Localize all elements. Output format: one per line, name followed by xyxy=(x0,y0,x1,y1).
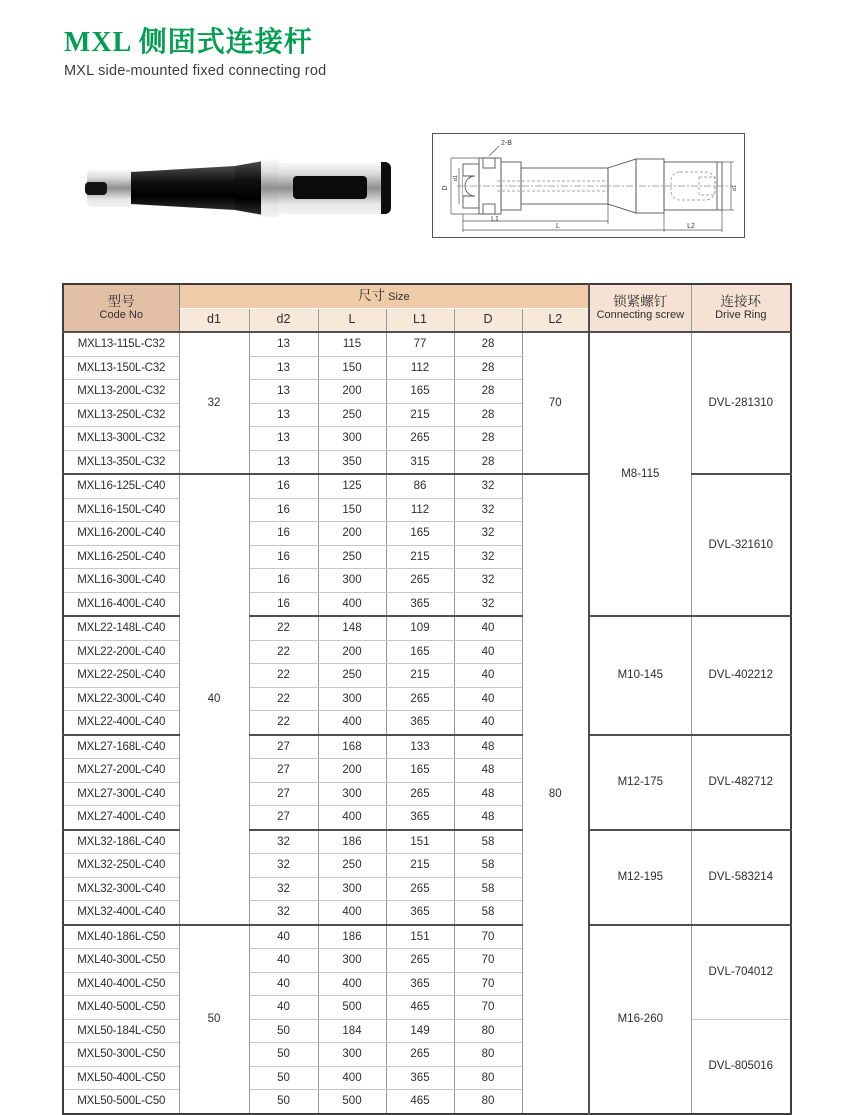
l1-cell: 112 xyxy=(386,356,454,380)
d2-cell: 27 xyxy=(249,782,318,806)
d2-cell: 16 xyxy=(249,522,318,546)
l1-cell: 265 xyxy=(386,1043,454,1067)
d2-cell: 16 xyxy=(249,498,318,522)
code-no-cell: MXL27-168L-C40 xyxy=(63,735,179,759)
code-no-cell: MXL16-300L-C40 xyxy=(63,569,179,593)
drive-ring-cell: DVL-805016 xyxy=(691,1019,791,1114)
l-cell: 400 xyxy=(318,972,386,996)
spec-table xyxy=(62,283,792,1115)
l1-cell: 365 xyxy=(386,711,454,735)
code-no-cell: MXL16-200L-C40 xyxy=(63,522,179,546)
l-cell: 300 xyxy=(318,877,386,901)
d2-cell: 16 xyxy=(249,569,318,593)
d-cell: 32 xyxy=(454,522,522,546)
spec-table-body xyxy=(63,332,791,1114)
d2-cell: 13 xyxy=(249,427,318,451)
d-cell: 28 xyxy=(454,332,522,356)
d-cell: 48 xyxy=(454,759,522,783)
l-cell: 400 xyxy=(318,806,386,830)
connecting-screw-cell: M16-260 xyxy=(589,925,691,1114)
code-no-cell: MXL22-148L-C40 xyxy=(63,616,179,640)
d-cell: 80 xyxy=(454,1066,522,1090)
d2-cell: 16 xyxy=(249,545,318,569)
rod-body xyxy=(131,161,263,215)
header-l1: L1 xyxy=(386,308,454,332)
l1-cell: 86 xyxy=(386,474,454,498)
d-cell: 40 xyxy=(454,664,522,688)
d-cell: 48 xyxy=(454,735,522,759)
header-size xyxy=(179,284,589,308)
l1-cell: 365 xyxy=(386,972,454,996)
l1-cell: 365 xyxy=(386,592,454,616)
l1-cell: 112 xyxy=(386,498,454,522)
code-no-cell: MXL13-150L-C32 xyxy=(63,356,179,380)
l-cell: 400 xyxy=(318,711,386,735)
d2-cell: 22 xyxy=(249,640,318,664)
l1-cell: 365 xyxy=(386,1066,454,1090)
l1-cell: 265 xyxy=(386,877,454,901)
code-no-cell: MXL13-200L-C32 xyxy=(63,380,179,404)
header-d1: d1 xyxy=(179,308,249,332)
d2-cell: 32 xyxy=(249,877,318,901)
header-code-cn: 型号 xyxy=(107,293,135,309)
l1-cell: 215 xyxy=(386,854,454,878)
header-l: L xyxy=(318,308,386,332)
header-ring-en: Drive Ring xyxy=(715,308,767,321)
l1-cell: 149 xyxy=(386,1019,454,1043)
d2-cell: 50 xyxy=(249,1043,318,1067)
l2-cell: 70 xyxy=(522,332,589,474)
header-size-cn: 尺寸 xyxy=(357,287,385,303)
l1-cell: 265 xyxy=(386,687,454,711)
d2-cell: 50 xyxy=(249,1090,318,1114)
d-cell: 32 xyxy=(454,474,522,498)
l1-cell: 265 xyxy=(386,427,454,451)
dim-l1-label: L1 xyxy=(491,216,499,223)
l-cell: 200 xyxy=(318,522,386,546)
header-screw-en: Connecting screw xyxy=(596,308,685,321)
code-no-cell: MXL13-350L-C32 xyxy=(63,450,179,474)
dim-d1-right-label: d1 xyxy=(732,184,738,192)
d2-cell: 27 xyxy=(249,806,318,830)
l-cell: 125 xyxy=(318,474,386,498)
l-cell: 400 xyxy=(318,592,386,616)
technical-drawing xyxy=(432,133,745,238)
d2-cell: 16 xyxy=(249,592,318,616)
l1-cell: 165 xyxy=(386,759,454,783)
l1-cell: 265 xyxy=(386,949,454,973)
d-cell: 28 xyxy=(454,427,522,451)
code-no-cell: MXL13-115L-C32 xyxy=(63,332,179,356)
header-screw-cn: 锁紧螺钉 xyxy=(613,293,668,309)
l2-cell: 80 xyxy=(522,474,589,1114)
d-cell: 32 xyxy=(454,569,522,593)
l1-cell: 151 xyxy=(386,925,454,949)
code-no-cell: MXL50-400L-C50 xyxy=(63,1066,179,1090)
d2-cell: 22 xyxy=(249,616,318,640)
d1-cell: 40 xyxy=(179,474,249,925)
l1-cell: 265 xyxy=(386,569,454,593)
l-cell: 184 xyxy=(318,1019,386,1043)
d-cell: 80 xyxy=(454,1043,522,1067)
l1-cell: 109 xyxy=(386,616,454,640)
d2-cell: 13 xyxy=(249,332,318,356)
code-no-cell: MXL16-250L-C40 xyxy=(63,545,179,569)
header-row-1 xyxy=(63,284,791,308)
table-row xyxy=(63,735,791,759)
l-cell: 300 xyxy=(318,949,386,973)
code-no-cell: MXL22-300L-C40 xyxy=(63,687,179,711)
d2-cell: 22 xyxy=(249,687,318,711)
code-no-cell: MXL27-400L-C40 xyxy=(63,806,179,830)
page-header xyxy=(64,28,326,79)
d2-cell: 40 xyxy=(249,925,318,949)
d1-cell: 50 xyxy=(179,925,249,1114)
technical-drawing-svg xyxy=(433,134,744,237)
table-row xyxy=(63,925,791,949)
header-d: D xyxy=(454,308,522,332)
d2-cell: 13 xyxy=(249,450,318,474)
header-d2: d2 xyxy=(249,308,318,332)
d-cell: 58 xyxy=(454,901,522,925)
l-cell: 250 xyxy=(318,664,386,688)
d1-cell: 32 xyxy=(179,332,249,474)
d2-cell: 27 xyxy=(249,735,318,759)
code-no-cell: MXL40-500L-C50 xyxy=(63,996,179,1020)
d-cell: 40 xyxy=(454,640,522,664)
l-cell: 200 xyxy=(318,759,386,783)
header-l2: L2 xyxy=(522,308,589,332)
l-cell: 250 xyxy=(318,403,386,427)
d-cell: 32 xyxy=(454,592,522,616)
l1-cell: 365 xyxy=(386,806,454,830)
d-cell: 28 xyxy=(454,356,522,380)
table-row xyxy=(63,616,791,640)
l-cell: 250 xyxy=(318,545,386,569)
code-no-cell: MXL16-400L-C40 xyxy=(63,592,179,616)
l1-cell: 165 xyxy=(386,522,454,546)
d-cell: 32 xyxy=(454,498,522,522)
l-cell: 400 xyxy=(318,1066,386,1090)
d-cell: 28 xyxy=(454,403,522,427)
d2-cell: 13 xyxy=(249,356,318,380)
table-row xyxy=(63,332,791,356)
d2-cell: 32 xyxy=(249,830,318,854)
page-title: MXL 侧固式连接杆 xyxy=(64,27,313,58)
l1-cell: 77 xyxy=(386,332,454,356)
connecting-screw-cell: M12-195 xyxy=(589,830,691,925)
d-cell: 32 xyxy=(454,545,522,569)
code-no-cell: MXL16-125L-C40 xyxy=(63,474,179,498)
l1-cell: 465 xyxy=(386,1090,454,1114)
code-no-cell: MXL32-400L-C40 xyxy=(63,901,179,925)
drive-ring-cell: DVL-482712 xyxy=(691,735,791,830)
drive-ring-cell: DVL-583214 xyxy=(691,830,791,925)
l-cell: 500 xyxy=(318,1090,386,1114)
l1-cell: 265 xyxy=(386,782,454,806)
connecting-screw-cell: M12-175 xyxy=(589,735,691,830)
d2-cell: 22 xyxy=(249,664,318,688)
l-cell: 186 xyxy=(318,830,386,854)
code-no-cell: MXL40-400L-C50 xyxy=(63,972,179,996)
connecting-screw-cell: M10-145 xyxy=(589,616,691,735)
d-cell: 48 xyxy=(454,806,522,830)
d2-cell: 16 xyxy=(249,474,318,498)
d-cell: 70 xyxy=(454,996,522,1020)
dim-d-label: D xyxy=(442,185,449,191)
l-cell: 300 xyxy=(318,1043,386,1067)
code-no-cell: MXL22-200L-C40 xyxy=(63,640,179,664)
d2-cell: 32 xyxy=(249,854,318,878)
l-cell: 186 xyxy=(318,925,386,949)
l-cell: 400 xyxy=(318,901,386,925)
l1-cell: 165 xyxy=(386,380,454,404)
d2-cell: 13 xyxy=(249,403,318,427)
d-cell: 28 xyxy=(454,380,522,404)
d2-cell: 22 xyxy=(249,711,318,735)
code-no-cell: MXL27-300L-C40 xyxy=(63,782,179,806)
d-cell: 58 xyxy=(454,830,522,854)
code-no-cell: MXL40-186L-C50 xyxy=(63,925,179,949)
l-cell: 148 xyxy=(318,616,386,640)
l-cell: 150 xyxy=(318,356,386,380)
l1-cell: 465 xyxy=(386,996,454,1020)
l-cell: 300 xyxy=(318,569,386,593)
rod-shank xyxy=(278,162,391,214)
connecting-screw-cell: M8-115 xyxy=(589,332,691,616)
header-connecting-screw xyxy=(589,284,691,332)
product-photo xyxy=(85,152,395,224)
d-cell: 48 xyxy=(454,782,522,806)
l-cell: 500 xyxy=(318,996,386,1020)
flag-label: 2-B xyxy=(501,140,512,147)
code-no-cell: MXL13-300L-C32 xyxy=(63,427,179,451)
d-cell: 70 xyxy=(454,949,522,973)
l-cell: 350 xyxy=(318,450,386,474)
l-cell: 200 xyxy=(318,640,386,664)
dim-l2-label: L2 xyxy=(687,223,695,230)
header-size-en: Size xyxy=(388,290,410,303)
d-cell: 70 xyxy=(454,972,522,996)
code-no-cell: MXL13-250L-C32 xyxy=(63,403,179,427)
header-code-en: Code No xyxy=(99,308,143,321)
code-no-cell: MXL50-500L-C50 xyxy=(63,1090,179,1114)
header-code-no xyxy=(63,284,179,332)
code-no-cell: MXL32-300L-C40 xyxy=(63,877,179,901)
d2-cell: 50 xyxy=(249,1019,318,1043)
code-no-cell: MXL32-186L-C40 xyxy=(63,830,179,854)
d2-cell: 32 xyxy=(249,901,318,925)
l-cell: 300 xyxy=(318,782,386,806)
code-no-cell: MXL22-400L-C40 xyxy=(63,711,179,735)
l1-cell: 215 xyxy=(386,664,454,688)
d2-cell: 13 xyxy=(249,380,318,404)
d2-cell: 40 xyxy=(249,996,318,1020)
l-cell: 250 xyxy=(318,854,386,878)
d2-cell: 40 xyxy=(249,972,318,996)
code-no-cell: MXL50-184L-C50 xyxy=(63,1019,179,1043)
table-row xyxy=(63,830,791,854)
d-cell: 40 xyxy=(454,616,522,640)
code-no-cell: MXL16-150L-C40 xyxy=(63,498,179,522)
l-cell: 300 xyxy=(318,687,386,711)
d2-cell: 40 xyxy=(249,949,318,973)
page-subtitle: MXL side-mounted fixed connecting rod xyxy=(64,62,327,79)
d-cell: 58 xyxy=(454,877,522,901)
l1-cell: 133 xyxy=(386,735,454,759)
d-cell: 70 xyxy=(454,925,522,949)
code-no-cell: MXL27-200L-C40 xyxy=(63,759,179,783)
drive-ring-cell: DVL-704012 xyxy=(691,925,791,1020)
l1-cell: 365 xyxy=(386,901,454,925)
d-cell: 40 xyxy=(454,687,522,711)
code-no-cell: MXL32-250L-C40 xyxy=(63,854,179,878)
header-drive-ring xyxy=(691,284,791,332)
code-no-cell: MXL40-300L-C50 xyxy=(63,949,179,973)
code-no-cell: MXL22-250L-C40 xyxy=(63,664,179,688)
d-cell: 80 xyxy=(454,1019,522,1043)
d-cell: 28 xyxy=(454,450,522,474)
d-cell: 40 xyxy=(454,711,522,735)
dim-l-label: L xyxy=(556,223,560,230)
l-cell: 168 xyxy=(318,735,386,759)
l1-cell: 215 xyxy=(386,403,454,427)
l-cell: 300 xyxy=(318,427,386,451)
dim-d1-left-label: d1 xyxy=(453,174,459,182)
drive-ring-cell: DVL-402212 xyxy=(691,616,791,735)
l1-cell: 315 xyxy=(386,450,454,474)
code-no-cell: MXL50-300L-C50 xyxy=(63,1043,179,1067)
l-cell: 115 xyxy=(318,332,386,356)
spec-table-container xyxy=(62,283,790,1115)
l1-cell: 151 xyxy=(386,830,454,854)
product-photo-svg xyxy=(85,152,395,224)
l1-cell: 215 xyxy=(386,545,454,569)
rod-tip xyxy=(85,169,135,207)
d-cell: 80 xyxy=(454,1090,522,1114)
drive-ring-cell: DVL-281310 xyxy=(691,332,791,474)
d2-cell: 27 xyxy=(249,759,318,783)
l-cell: 150 xyxy=(318,498,386,522)
drive-ring-cell: DVL-321610 xyxy=(691,474,791,616)
l1-cell: 165 xyxy=(386,640,454,664)
d2-cell: 50 xyxy=(249,1066,318,1090)
d-cell: 58 xyxy=(454,854,522,878)
l-cell: 200 xyxy=(318,380,386,404)
rod-collar xyxy=(261,159,279,217)
header-ring-cn: 连接环 xyxy=(720,293,762,309)
